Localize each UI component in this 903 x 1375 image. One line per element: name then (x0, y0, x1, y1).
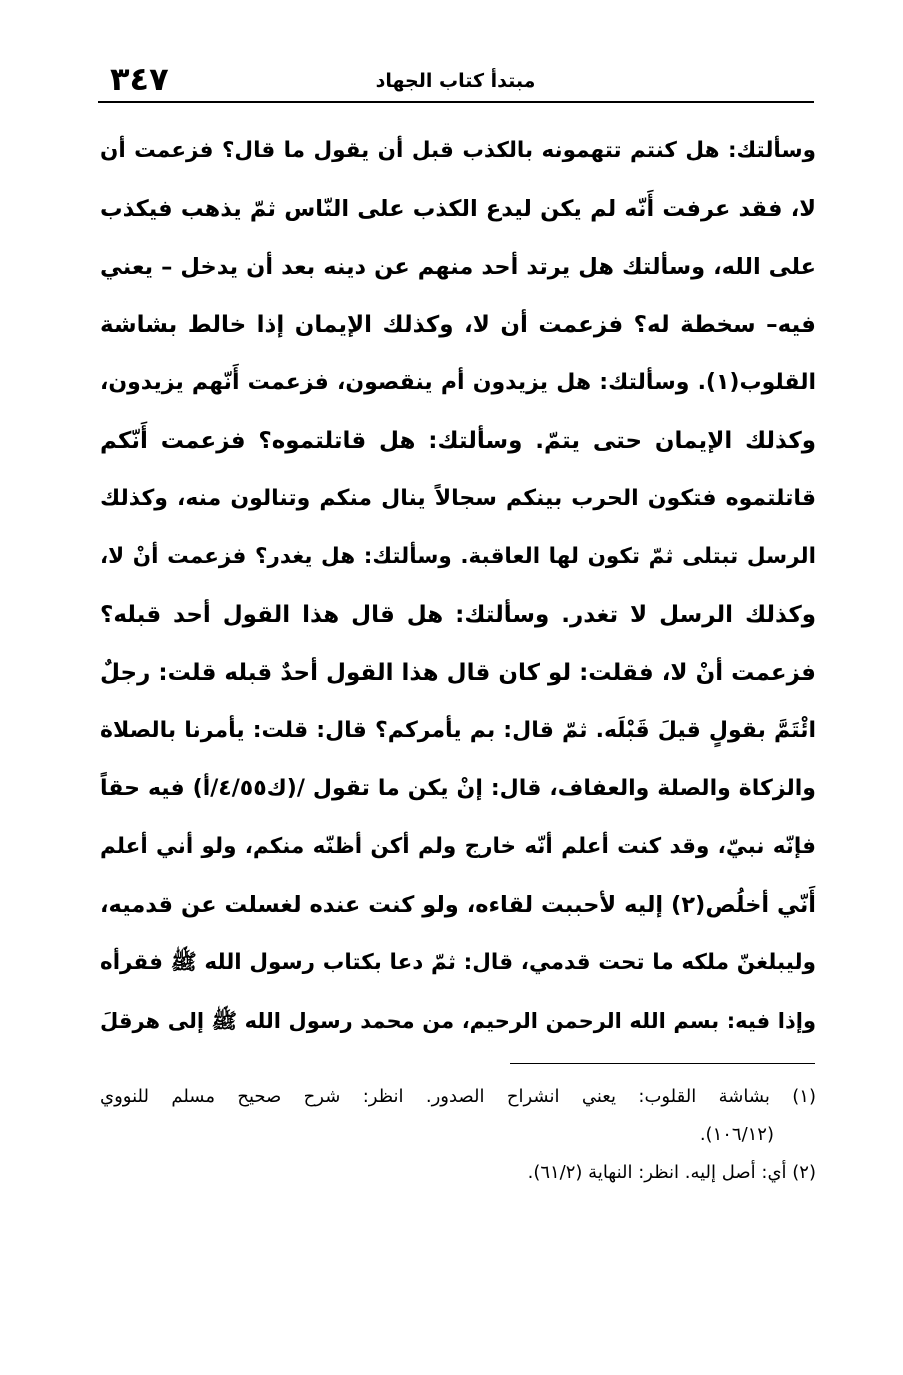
text-line: وإذا فيه: بسم الله الرحمن الرحيم، من محمد رسول الله ﷺ إلى هرقلَ (100, 1009, 816, 1033)
page-header (98, 60, 813, 100)
text-line: قاتلتموه فتكون الحرب بينكم سجالاً ينال منكم وتنالون منه، وكذلك (100, 486, 816, 511)
footnotes (100, 1078, 816, 1192)
header-rule (98, 101, 814, 103)
text-line: ائْتَمَّ بقولٍ قيلَ قَبْلَه. ثمّ قال: بم يأمركم؟ قال: قلت: يأمرنا بالصلاة (100, 718, 816, 743)
body-text (100, 122, 816, 1050)
text-line: وكذلك الرسل لا تغدر. وسألتك: هل قال هذا القول أحد قبله؟ (100, 602, 816, 628)
footnote-rule (510, 1063, 815, 1064)
text-line: القلوب(١). وسألتك: هل يزيدون أم ينقصون، فزعمت أَنّهم يزيدون، (100, 370, 816, 395)
text-line: الرسل تبتلى ثمّ تكون لها العاقبة. وسألتك: هل يغدر؟ فزعمت أنْ لا، (100, 544, 816, 569)
text-line: وكذلك الإيمان حتى يتمّ. وسألتك: هل قاتلتموه؟ فزعمت أَنّكم (100, 428, 816, 454)
running-title: مبتدأ كتاب الجهاد (375, 70, 536, 92)
text-line: فزعمت أنْ لا، فقلت: لو كان قال هذا القول أحدٌ قبله قلت: رجلٌ (100, 660, 816, 686)
text-line: وليبلغنّ ملكه ما تحت قدمي، قال: ثمّ دعا بكتاب رسول الله ﷺ فقرأه (100, 950, 816, 975)
text-line: والزكاة والصلة والعفاف، قال: إنْ يكن ما تقول /(ك٤/٥٥/أ) فيه حقاً (100, 776, 816, 801)
footnote-1: (١) بشاشة القلوب: يعني انشراح الصدور. انظر: شرح صحيح مسلم للنووي (100, 1086, 816, 1107)
text-line: لا، فقد عرفت أَنّه لم يكن ليدع الكذب على النّاس ثمّ يذهب فيكذب (100, 196, 816, 222)
page-number: ٣٤٧ (110, 60, 169, 98)
text-line: أَنّي أخلُص(٢) إليه لأحببت لقاءه، ولو كنت عنده لغسلت عن قدميه، (100, 892, 816, 918)
text-line: فيه– سخطة له؟ فزعمت أن لا، وكذلك الإيمان إذا خالط بشاشة (100, 312, 816, 338)
footnote-2: (٢) أي: أصل إليه. انظر: النهاية (٦١/٢). (527, 1162, 816, 1183)
text-line: وسألتك: هل كنتم تتهمونه بالكذب قبل أن يقول ما قال؟ فزعمت أن (100, 138, 816, 163)
footnote-1-continuation: (١٠٦/١٢). (699, 1124, 774, 1145)
text-line: على الله، وسألتك هل يرتد أحد منهم عن دينه بعد أن يدخل – يعني (100, 254, 816, 280)
text-line: فإنّه نبيّ، وقد كنت أعلم أنّه خارج ولم أكن أظنّه منكم، ولو أني أعلم (100, 834, 816, 859)
